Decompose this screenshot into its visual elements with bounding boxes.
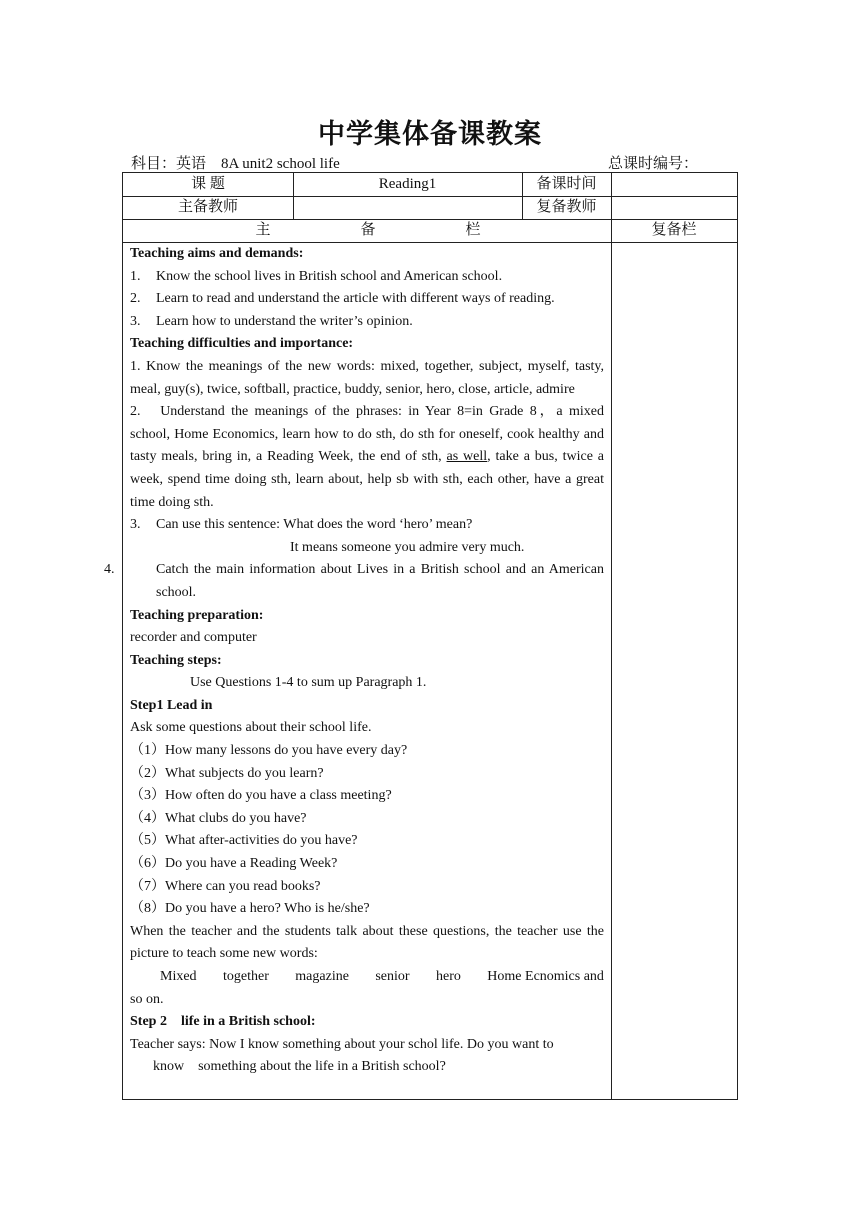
question-item: （2）What subjects do you learn? — [130, 765, 324, 781]
new-words-end: so on. — [130, 991, 164, 1007]
step1-intro: Ask some questions about their school life. — [130, 720, 372, 736]
step2-text: know something about the life in a British school? — [153, 1059, 446, 1075]
steps-heading: Teaching steps: — [130, 652, 222, 668]
question-item: （4）What clubs do you have? — [130, 810, 307, 826]
step2-text: Teacher says: Now I know something about your schol life. Do you want to — [130, 1036, 554, 1052]
preparation-heading: Teaching preparation: — [130, 607, 264, 623]
new-word: senior — [375, 969, 410, 984]
topic-label: 课 题 — [191, 176, 225, 192]
new-word: together — [222, 969, 269, 984]
total-lesson-number-label: 总课时编号： — [607, 156, 698, 172]
main-column-heading: 备 — [360, 222, 376, 238]
question-item: （8）Do you have a hero? Who is he/she? — [130, 901, 370, 917]
new-words-row — [130, 966, 604, 989]
difficulty-item: 2. Understand the meanings of the phrases: in Year 8=in Grade 8，a mixed school, Home Economics, learn how to do sth, do sth for oneself, cook healthy and tasty meals, bring in, a Reading Week, the end of sth, as well, take a bus, twice a week, spend time doing sth, learn about, help sb with sth, each other, have a great time doing sth. — [130, 404, 605, 510]
question-item: （7）Where can you read books? — [130, 878, 321, 894]
difficulty-item: 3. Can use this sentence: What does the word ‘hero’ mean? — [130, 517, 473, 533]
column-divider — [611, 173, 612, 1099]
aims-heading: Teaching aims and demands: — [130, 246, 304, 261]
sentence-answer: It means someone you admire very much. — [290, 539, 525, 555]
topic-value: Reading1 — [378, 176, 437, 192]
page-title: 中学集体备课教案 — [318, 119, 542, 150]
new-word: magazine — [295, 969, 349, 984]
subject-label: 科目：英语 8A unit2 school life — [131, 156, 340, 172]
difficulty-item: 4. Catch the main information about Lives in a British school and an American school. — [104, 562, 604, 600]
main-column-heading: 栏 — [465, 222, 481, 238]
question-item: （6）Do you have a Reading Week? — [130, 856, 338, 872]
new-word: Mixed — [160, 969, 197, 984]
review-column-heading: 复备栏 — [651, 222, 697, 238]
question-item: （1）How many lessons do you have every day? — [130, 743, 408, 759]
main-content — [104, 243, 605, 1079]
step1-note: When the teacher and the students talk about these questions, the teacher use the picture to teach some new words: — [130, 923, 604, 962]
review-teacher-label: 复备教师 — [536, 199, 597, 215]
question-item: （5）What after-activities do you have? — [130, 833, 358, 849]
difficulties-heading: Teaching difficulties and importance: — [130, 336, 354, 352]
main-teacher-label: 主备教师 — [177, 199, 238, 215]
preparation-text: recorder and computer — [130, 630, 257, 646]
new-word: Home Ecnomics and — [487, 969, 604, 984]
step2-heading: Step 2 life in a British school: — [130, 1014, 316, 1030]
list-item: 2. Learn to read and understand the article with different ways of reading. — [130, 291, 555, 307]
main-column-heading: 主 — [255, 222, 271, 238]
question-item: （3）How often do you have a class meeting? — [130, 788, 392, 804]
steps-intro: Use Questions 1-4 to sum up Paragraph 1. — [190, 675, 427, 691]
difficulty-item: 1. Know the meanings of the new words: mixed, together, subject, myself, tasty, meal, guy(s), twice, softball, practice, buddy, senior, hero, close, article, admire — [130, 358, 604, 397]
prep-time-label: 备课时间 — [536, 176, 597, 192]
step1-heading: Step1 Lead in — [130, 697, 213, 713]
underlined-phrase: as well — [446, 449, 488, 465]
new-word: hero — [435, 969, 461, 984]
list-item: 1. Know the school lives in British school and American school. — [130, 268, 503, 284]
list-item: 3. Learn how to understand the writer’s opinion. — [130, 313, 413, 329]
